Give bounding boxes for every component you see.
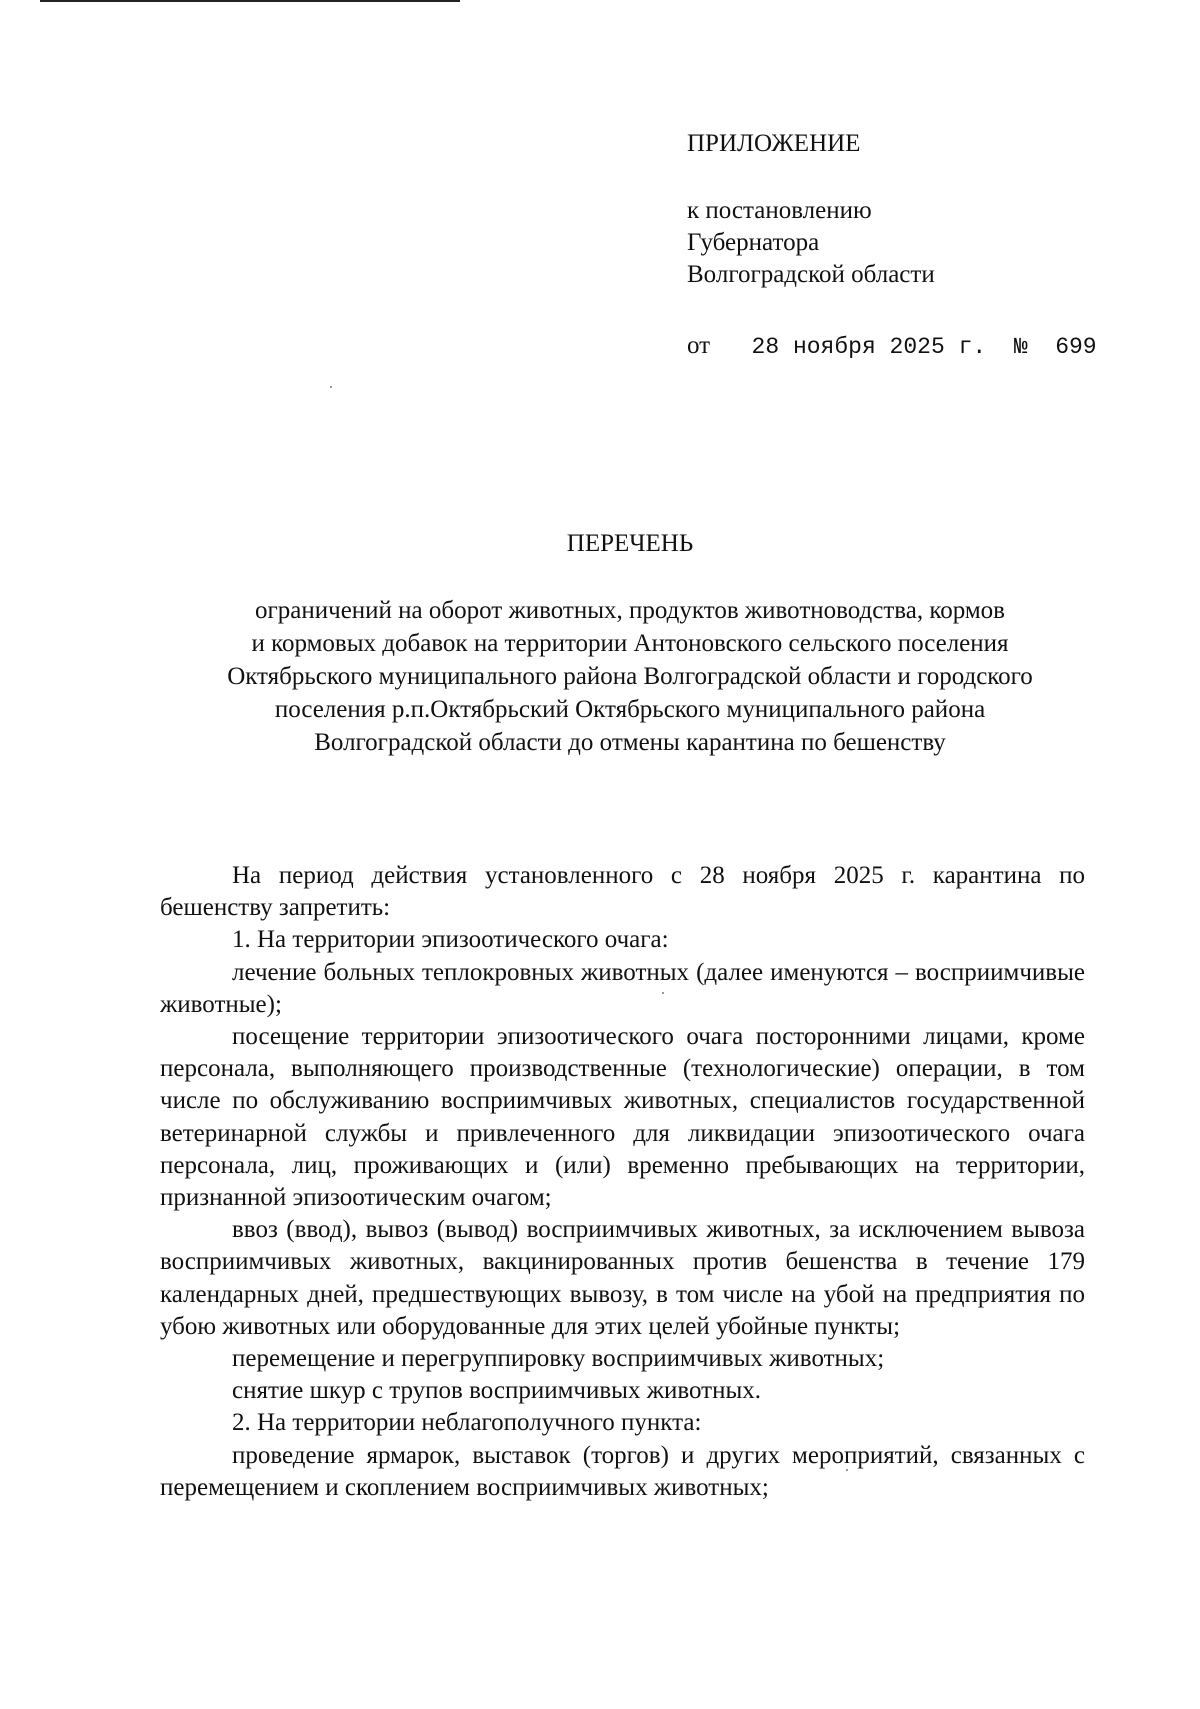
subtitle-line: и кормовых добавок на территории Антоновского сельского поселения	[251, 630, 1009, 657]
subtitle-line: Октябрьского муниципального района Волгоградской области и городского	[227, 663, 1033, 690]
document-subtitle	[160, 594, 1100, 759]
scan-speck	[846, 1469, 848, 1471]
subtitle-line: поселения р.п.Октябрьский Октябрьского муниципального района	[274, 696, 986, 723]
scan-speck	[330, 386, 332, 388]
appendix-line: к постановлению	[687, 197, 872, 224]
appendix-line: Волгоградской области	[687, 261, 935, 288]
body-paragraph: ввоз (ввод), вывоз (вывод) восприимчивых животных, за исключением вывоза восприимчивых животных, вакцинированных против бешенства в течение 179 календарных дней, предшествующих вывозу, в том числе на убой на предприятия по убою животных или оборудованные для этих целей убойные пункты;	[160, 1216, 1085, 1340]
appendix-title: ПРИЛОЖЕНИЕ	[687, 130, 861, 157]
number-sign: №	[1013, 334, 1028, 360]
body-paragraph: На период действия установленного с 28 ноября 2025 г. карантина по бешенству запретить:	[160, 862, 1085, 922]
body-paragraph: лечение больных теплокровных животных (далее именуются – восприимчивые животные);	[160, 958, 1085, 1018]
subtitle-line: ограничений на оборот животных, продуктов животноводства, кормов	[255, 597, 1005, 624]
scan-top-edge	[40, 0, 460, 2]
date-prefix: от	[687, 332, 711, 359]
appendix-line: Губернатора	[687, 229, 820, 256]
appendix-date-line	[687, 330, 1107, 363]
document-body	[160, 860, 1085, 1504]
body-paragraph: посещение территории эпизоотического очага посторонними лицами, кроме персонала, выполняющего производственные (технологические) операции, в том числе по обслуживанию восприимчивых животных, специалистов государственной ветеринарной службы и привлеченного для ликвидации эпизоотического очага персонала, лиц, проживающих и (или) временно пребывающих на территории, признанной эпизоотическим очагом;	[160, 1023, 1085, 1212]
body-paragraph: 2. На территории неблагополучного пункта:	[232, 1409, 702, 1437]
body-paragraph: снятие шкур с трупов восприимчивых животных.	[232, 1377, 762, 1405]
appendix-reference	[687, 195, 1107, 291]
decree-number: 699	[1055, 334, 1097, 360]
body-paragraph: проведение ярмарок, выставок (торгов) и других мероприятий, связанных с перемещением и скоплением восприимчивых животных;	[160, 1441, 1085, 1501]
body-paragraph: перемещение и перегруппировку восприимчивых животных;	[232, 1345, 885, 1373]
document-title: ПЕРЕЧЕНЬ	[566, 530, 694, 557]
subtitle-line: Волгоградской области до отмены карантина по бешенству	[314, 729, 946, 756]
scan-speck	[662, 992, 664, 994]
decree-date: 28 ноября 2025 г.	[751, 334, 987, 360]
body-paragraph: 1. На территории эпизоотического очага:	[232, 926, 669, 954]
